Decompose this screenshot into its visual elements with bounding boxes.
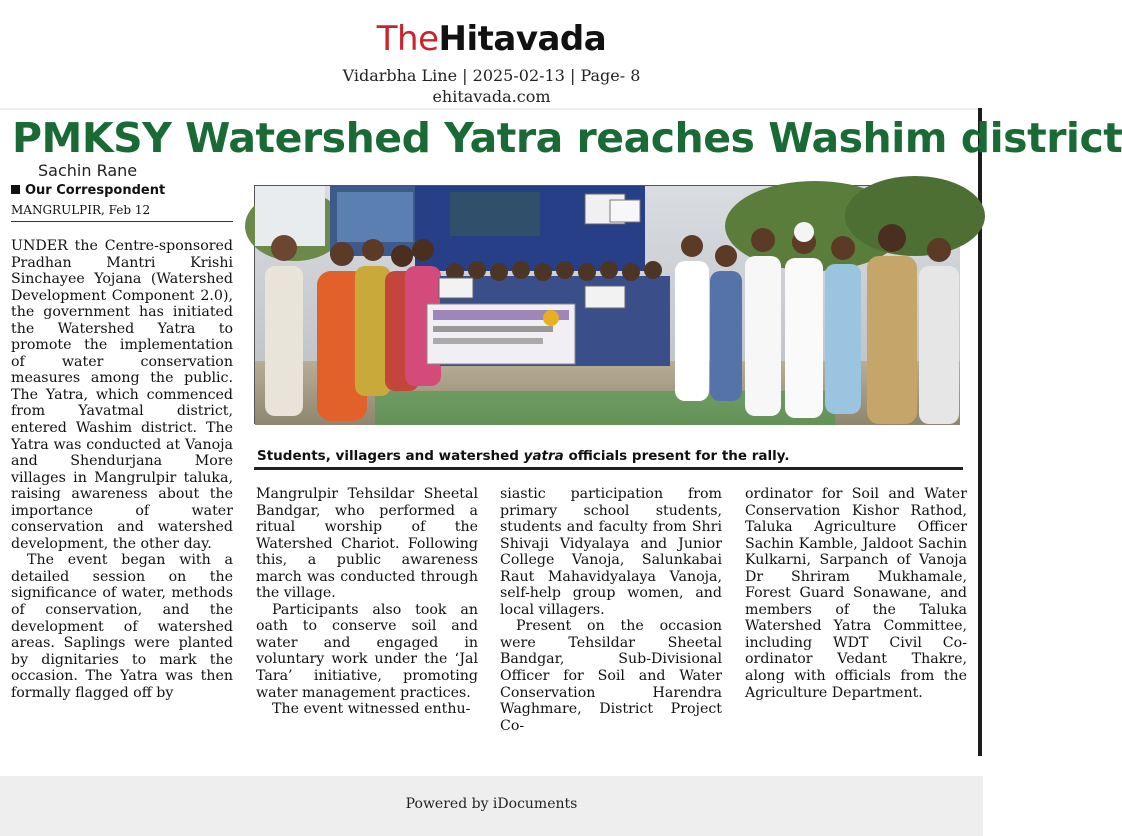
article-column-2 <box>256 486 478 718</box>
clip-top-edge <box>0 108 983 110</box>
edition-meta: Vidarbha Line | 2025-02-13 | Page- 8 <box>342 66 641 85</box>
dateline: MANGRULPIR, Feb 12 <box>11 203 151 217</box>
byline-text: Our Correspondent <box>25 183 166 198</box>
paragraph: The event began with a detailed session on the significance of water, methods of conservation, and the development of watershed areas. Saplings were planted by dignitaries to mark the occasion. The Yatra was then formally flagged off by <box>11 552 233 701</box>
paragraph: siastic participation from primary school students, students and faculty from Shri Shivaji Vidyalaya and Junior College Vanoja, Salunkabai Raut Mahavidyalaya Vanoja, self-help group women, and local villagers. <box>500 486 722 618</box>
byline <box>11 182 165 199</box>
newspaper-logo <box>0 18 983 60</box>
logo-the: The <box>376 19 439 59</box>
powered-by-link[interactable]: Powered by iDocuments <box>405 796 578 812</box>
logo-hitavada: Hitavada <box>438 19 607 59</box>
rally-photo-illustration <box>255 186 960 425</box>
paragraph: UNDER the Centre-sponsored Pradhan Mantri Krishi Sinchayee Yojana (Watershed Development Component 2.0), the government has initiated the Watershed Yatra to promote the implementation of water conservation measures among the public. The Yatra, which commenced from Yavatmal district, entered Washim district. The Yatra was conducted at Vanoja and Shendurjana More villages in Mangrulpir taluka, raising awareness about the importance of water conservation and watershed development, the other day. <box>11 238 233 552</box>
photo-caption <box>257 447 789 465</box>
paragraph: Mangrulpir Tehsildar Sheetal Bandgar, who performed a ritual worship of the Watershed Chariot. Following this, a public awareness march was conducted through the village. <box>256 486 478 602</box>
paragraph: Present on the occasion were Tehsildar Sheetal Bandgar, Sub-Divisional Officer for Soil and Water Conservation Harendra Waghmare, District Project Co- <box>500 618 722 734</box>
square-bullet-icon <box>11 185 20 194</box>
article-column-1 <box>11 238 233 701</box>
paragraph: ordinator for Soil and Water Conservation Kishor Rathod, Taluka Agriculture Officer Sachin Kamble, Jaldoot Sachin Kulkarni, Sarpanch of Vanoja Dr Shriram Mukhamale, Forest Guard Sonawane, and members of the Taluka Watershed Yatra Committee, including WDT Civil Co-ordinator Vedant Thakre, along with officials from the Agriculture Department. <box>745 486 967 701</box>
paragraph: The event witnessed enthu- <box>272 701 471 718</box>
caption-emphasis: yatra <box>523 448 564 464</box>
caption-text-end: officials present for the rally. <box>563 448 790 464</box>
caption-text: Students, villagers and watershed <box>257 448 524 464</box>
caption-divider <box>254 467 963 470</box>
article-column-4 <box>745 486 967 701</box>
article-photo <box>254 185 959 424</box>
author-name: Sachin Rane <box>38 161 138 180</box>
article-headline: PMKSY Watershed Yatra reaches Washim district <box>12 114 1122 162</box>
byline-divider <box>11 221 233 222</box>
article-column-3 <box>500 486 722 734</box>
site-link[interactable]: ehitavada.com <box>432 87 551 106</box>
paragraph: Participants also took an oath to conserve soil and water and engaged in voluntary work under the ‘Jal Tara’ initiative, promoting water management practices. <box>256 601 478 701</box>
